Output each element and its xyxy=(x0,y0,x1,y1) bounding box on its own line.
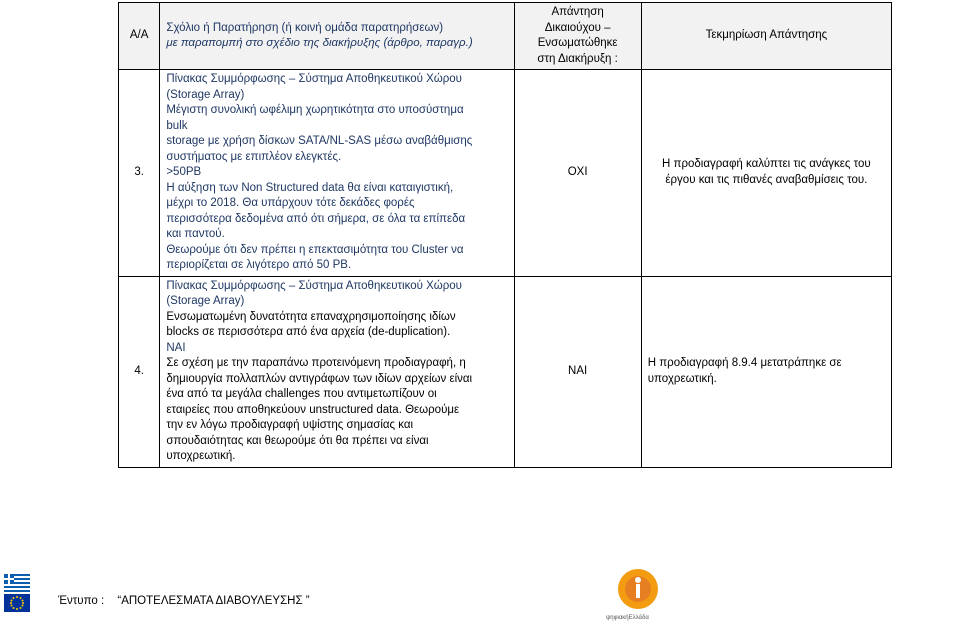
comment-line: συστήματος με επιπλέον ελεγκτές. xyxy=(166,150,342,163)
header-comment-line2: με παραπομπή στο σχέδιο της διακήρυξης (άρθρο, παραγρ.) xyxy=(166,37,473,49)
comment-line: περιορίζεται σε λιγότερο από 50 PB. xyxy=(166,259,352,271)
comment-line: σπουδαιότητας και θεωρούμε ότι θα πρέπει να είναι xyxy=(166,434,429,447)
comment-line: Θεωρούμε ότι δεν πρέπει η επεκτασιμότητα του Cluster να xyxy=(166,243,464,256)
footer-form-label xyxy=(58,595,310,607)
comment-line: Η αύξηση των Non Structured data θα είναι καταιγιστική, xyxy=(166,181,454,194)
table-row xyxy=(119,70,892,277)
form-label: Έντυπο : xyxy=(58,595,105,607)
comment-line: storage με χρήση δίσκων SATA/NL-SAS μέσω αναβάθμισης xyxy=(166,135,473,147)
comment-line: blocks σε περισσότερα από ένα αρχεία (de-duplication). xyxy=(166,326,451,338)
comment-line: Πίνακας Συμμόρφωσης – Σύστημα Αποθηκευτικού Χώρου xyxy=(166,279,462,292)
header-answer-line1: Απάντηση xyxy=(551,6,604,18)
comment-line: Σε σχέση με την παραπάνω προτεινόμενη προδιαγραφή, η xyxy=(166,357,466,369)
logo-caption: ψηφιακήΕλλάδα xyxy=(606,615,649,621)
form-title: “ΑΠΟΤΕΛΕΣΜΑΤΑ ΔΙΑΒΟΥΛΕΥΣΗΣ ” xyxy=(117,595,310,607)
comment-line: >50PB xyxy=(166,166,202,178)
row-answer: ΝΑΙ xyxy=(514,276,641,467)
table-row xyxy=(119,276,892,467)
comment-line: την εν λόγω προδιαγραφή υψίστης σημασίας και xyxy=(166,419,414,431)
row-aa: 3. xyxy=(119,70,160,277)
comment-line: εταιρείες που αποθηκεύουν unstructured data. Θεωρούμε xyxy=(166,403,460,416)
comment-line: Μέγιστη συνολική ωφέλιμη χωρητικότητα στο υποσύστημα xyxy=(166,104,464,116)
comment-line: bulk xyxy=(166,119,188,132)
header-comment xyxy=(160,3,514,70)
greek-eu-flag-icon xyxy=(4,574,30,612)
comment-line: δημιουργία πολλαπλών αντιγράφων των ιδίων αρχείων είναι xyxy=(166,372,473,385)
comment-line: ένα από τα μεγάλα challenges που αντιμετωπίζουν οι xyxy=(166,388,437,400)
comment-line: και παντού. xyxy=(166,228,225,240)
header-justification: Τεκμηρίωση Απάντησης xyxy=(641,3,891,70)
header-row xyxy=(119,3,892,70)
comment-line: Πίνακας Συμμόρφωσης – Σύστημα Αποθηκευτικού Χώρου xyxy=(166,73,462,85)
comment-line: υποχρεωτική. xyxy=(166,450,236,462)
comment-line: περισσότερα δεδομένα από ότι σήμερα, σε όλα τα επίπεδα xyxy=(166,212,466,225)
comment-line: μέχρι το 2018. Θα υπάρχουν τότε δεκάδες φορές xyxy=(166,197,415,209)
header-answer-line4: στη Διακήρυξη : xyxy=(537,52,618,65)
row-comment xyxy=(160,276,514,467)
row-comment xyxy=(160,70,514,277)
comment-line: (Storage Array) xyxy=(166,88,245,101)
header-answer-line2: Δικαιούχου – xyxy=(544,21,611,34)
row-answer: ΟΧΙ xyxy=(514,70,641,277)
row-justification: Η προδιαγραφή καλύπτει τις ανάγκες του έργου και τις πιθανές αναβαθμίσεις του. xyxy=(641,70,891,277)
header-answer xyxy=(514,3,641,70)
comment-line: Ενσωματωμένη δυνατότητα επαναχρησιμοποίησης ιδίων xyxy=(166,310,456,323)
header-answer-line3: Ενσωματώθηκε xyxy=(537,37,618,49)
header-comment-line1: Σχόλιο ή Παρατήρηση (ή κοινή ομάδα παρατηρήσεων) xyxy=(166,21,444,34)
row-justification: Η προδιαγραφή 8.9.4 μετατράπηκε σε υποχρεωτική. xyxy=(641,276,891,467)
header-aa: Α/Α xyxy=(119,3,160,70)
consultation-table xyxy=(118,2,892,468)
comment-line: (Storage Array) xyxy=(166,295,245,307)
row-aa: 4. xyxy=(119,276,160,467)
comment-line: ΝΑΙ xyxy=(166,341,186,354)
